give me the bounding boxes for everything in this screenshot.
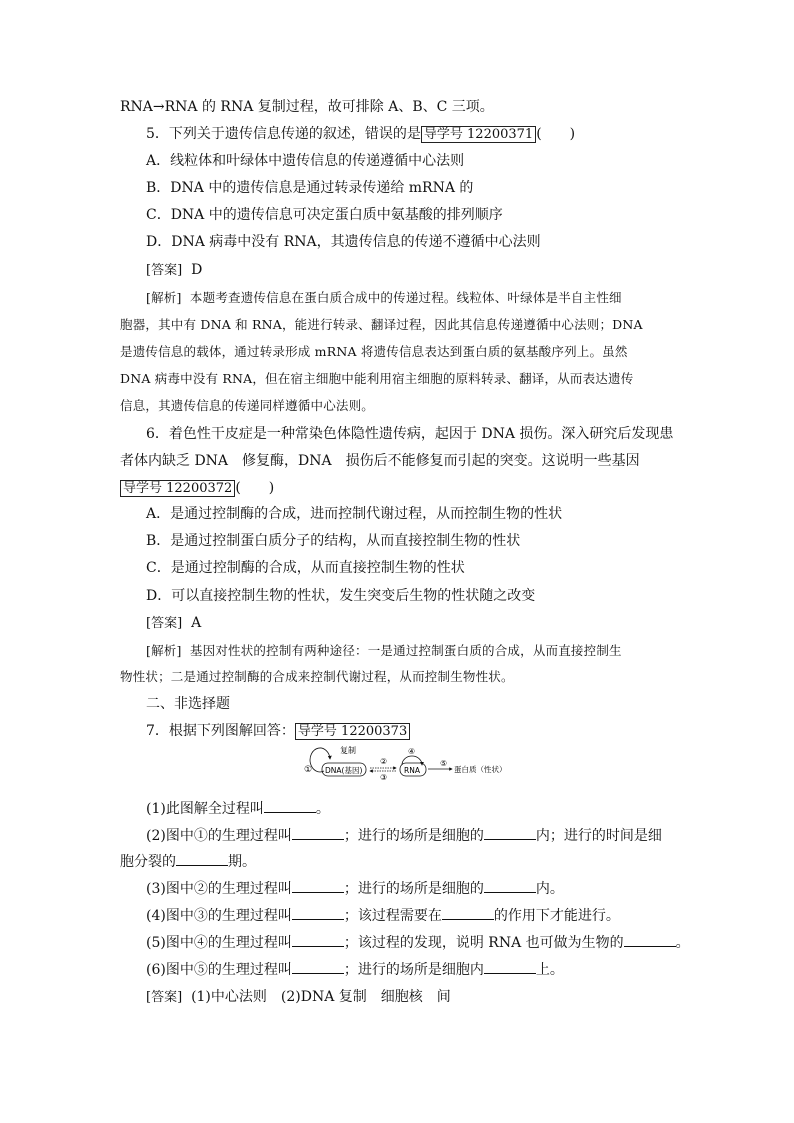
q5-answer — [146, 261, 202, 280]
q5-explanation-line-3: 是遗传信息的载体，通过转录形成 mRNA 将遗传信息表达到蛋白质的氨基酸序列上。虽然 — [120, 344, 628, 359]
q7-answer-label: [答案] — [146, 990, 183, 1005]
q7-stem-text: 7．根据下列图解回答： — [146, 723, 295, 739]
copy-label: 复制 — [340, 746, 356, 755]
q7-answer — [146, 988, 451, 1007]
q7-answer-value: (1)中心法则 (2)DNA 复制 细胞核 间 — [191, 989, 451, 1005]
q6-explanation-line-1: [解析] 基因对性状的控制有两种途径：一是通过控制蛋白质的合成，从而直接控制生 — [146, 643, 622, 658]
q6-stem-line-2: 者体内缺乏 DNA 修复酶，DNA 损伤后不能修复而引起的突变。这说明一些基因 — [120, 453, 640, 469]
q7-part-1: (1)此图解全过程叫 。 — [146, 801, 330, 817]
label-4: ④ — [408, 747, 416, 756]
q6-option-d: D．可以直接控制生物的性状，发生突变后生物的性状随之改变 — [146, 588, 536, 604]
rna-replication-arrow — [402, 756, 422, 765]
q5-guide-tag: 导学号 12200371 — [421, 126, 536, 143]
q6-answer-label: [答案] — [146, 616, 183, 631]
q7-part-2-continued: 胞分裂的 期。 — [120, 854, 256, 870]
q5-explanation-line-2: 胞器，其中有 DNA 和 RNA，能进行转录、翻译过程，因此其信息传递遵循中心法则；DNA — [120, 317, 643, 332]
previous-explanation-tail: RNA→RNA 的 RNA 复制过程，故可排除 A、B、C 三项。 — [120, 99, 494, 115]
answer-blank[interactable] — [292, 879, 344, 893]
q6-answer — [146, 614, 201, 633]
q5-option-b: B．DNA 中的遗传信息是通过转录传递给 mRNA 的 — [146, 180, 474, 196]
label-1: ① — [304, 765, 313, 775]
answer-blank[interactable] — [484, 960, 536, 974]
q6-option-b: B．是通过控制蛋白质分子的结构，从而直接控制生物的性状 — [146, 533, 521, 549]
answer-blank[interactable] — [176, 852, 228, 866]
q5-stem — [146, 125, 575, 144]
q6-stem-line-3 — [120, 479, 274, 498]
answer-blank[interactable] — [484, 826, 536, 840]
rna-label: RNA — [404, 766, 420, 775]
q6-explanation-line-2: 物性状；二是通过控制酶的合成来控制代谢过程，从而控制生物性状。 — [120, 669, 514, 684]
answer-blank[interactable] — [442, 906, 494, 920]
q5-stem-text: 5．下列关于遗传信息传递的叙述，错误的是 — [146, 126, 421, 142]
q5-answer-value: D — [191, 262, 203, 278]
q5-option-a: A．线粒体和叶绿体中遗传信息的传递遵循中心法则 — [146, 153, 465, 169]
q7-part-4: (4)图中③的生理过程叫 ；该过程需要在 的作用下才能进行。 — [146, 908, 620, 924]
label-5: ⑤ — [440, 759, 448, 768]
q6-explanation-label: [解析] — [146, 643, 182, 658]
q5-explanation-line-1: [解析] 本题考查遗传信息在蛋白质合成中的传递过程。线粒体、叶绿体是半自主性细 — [146, 290, 622, 305]
q6-paren: ( ) — [235, 480, 275, 496]
answer-blank[interactable] — [292, 960, 344, 974]
q5-option-c: C．DNA 中的遗传信息可决定蛋白质中氨基酸的排列顺序 — [146, 207, 503, 223]
q5-option-d: D．DNA 病毒中没有 RNA，其遗传信息的传递不遵循中心法则 — [146, 234, 541, 250]
q6-stem-line-1: 6．着色性干皮症是一种常染色体隐性遗传病，起因于 DNA 损伤。深入研究后发现患 — [146, 426, 674, 442]
answer-blank[interactable] — [624, 933, 676, 947]
q6-option-a: A．是通过控制酶的合成，进而控制代谢过程，从而控制生物的性状 — [146, 506, 563, 522]
central-dogma-diagram — [300, 745, 507, 782]
answer-blank[interactable] — [292, 826, 344, 840]
q7-part-2: (2)图中①的生理过程叫 ；进行的场所是细胞的 内；进行的时间是细 — [146, 828, 662, 844]
q5-explanation-label: [解析] — [146, 290, 182, 305]
q6-answer-value: A — [191, 615, 202, 631]
protein-label: 蛋白质（性状） — [454, 765, 507, 774]
q5-explanation-line-4: DNA 病毒中没有 RNA，但在宿主细胞中能利用宿主细胞的原料转录、翻译，从而表达遗传 — [120, 371, 634, 386]
q6-guide-tag: 导学号 12200372 — [120, 480, 235, 497]
answer-blank[interactable] — [264, 799, 316, 813]
q5-paren: ( ) — [536, 126, 576, 142]
q7-guide-tag: 导学号 12200373 — [295, 723, 410, 740]
q5-explanation-line-5: 信息，其遗传信息的传递同样遵循中心法则。 — [120, 398, 375, 413]
q7-part-3: (3)图中②的生理过程叫 ；进行的场所是细胞的 内。 — [146, 881, 564, 897]
q5-answer-label: [答案] — [146, 263, 183, 278]
label-3: ③ — [380, 773, 388, 782]
answer-blank[interactable] — [292, 933, 344, 947]
label-2: ② — [380, 757, 388, 766]
answer-blank[interactable] — [484, 879, 536, 893]
q6-option-c: C．是通过控制酶的合成，从而直接控制生物的性状 — [146, 560, 465, 576]
q7-stem — [146, 722, 410, 741]
answer-blank[interactable] — [292, 906, 344, 920]
q7-part-6: (6)图中⑤的生理过程叫 ；进行的场所是细胞内 上。 — [146, 962, 564, 978]
q7-part-5: (5)图中④的生理过程叫 ；该过程的发现，说明 RNA 也可做为生物的 。 — [146, 935, 690, 951]
section-heading: 二、非选择题 — [146, 696, 230, 712]
dna-label: DNA(基因) — [325, 766, 363, 775]
